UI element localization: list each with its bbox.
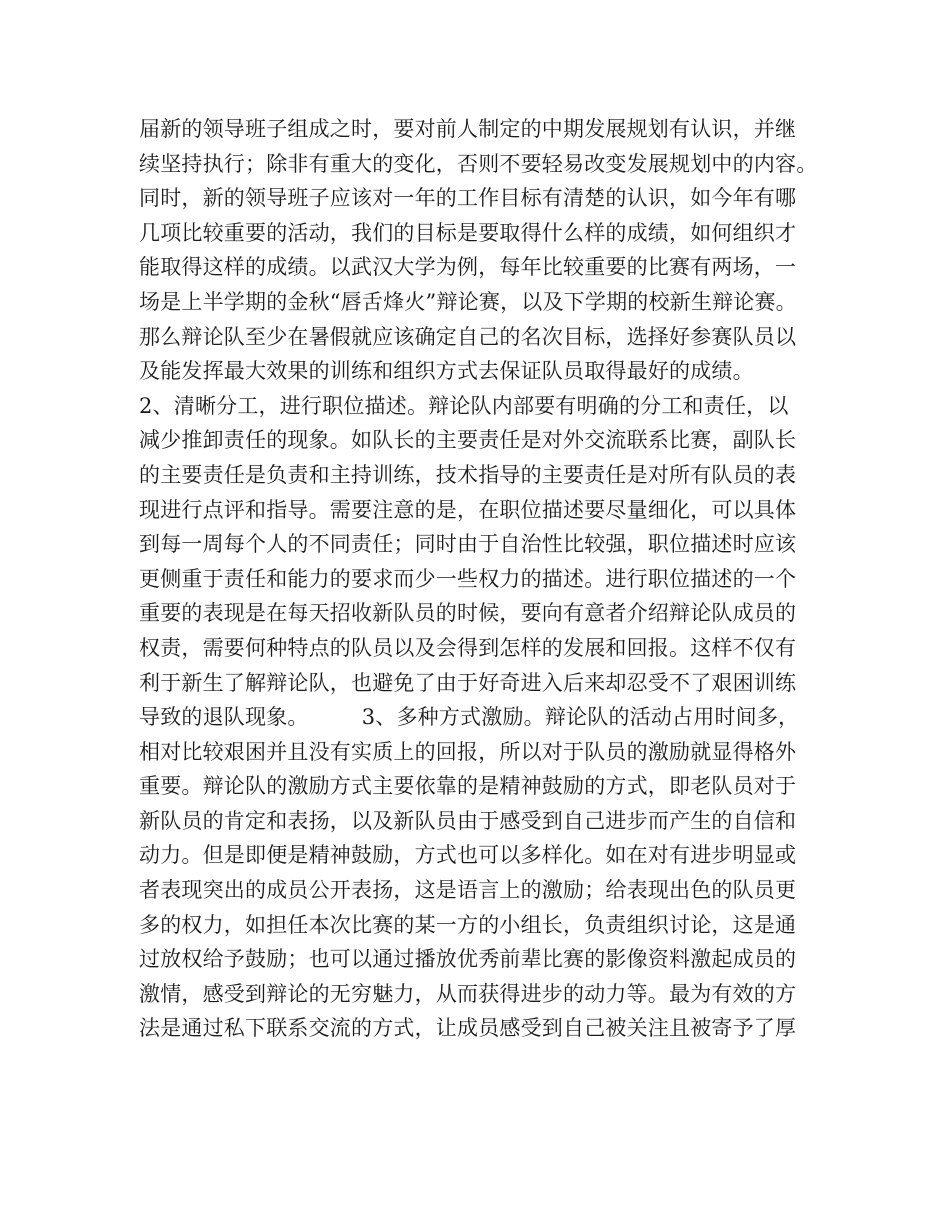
text-line: 动力。但是即便是精神鼓励，方式也可以多样化。如在对有进步明显或 bbox=[139, 843, 797, 868]
text-line: 重要的表现是在每天招收新队员的时候，要向有意者介绍辩论队成员的 bbox=[139, 601, 797, 626]
text-line: 导致的退队现象。 3、多种方式激励。辩论队的活动占用时间多， bbox=[139, 705, 800, 730]
text-line: 权责，需要何种特点的队员以及会得到怎样的发展和回报。这样不仅有 bbox=[139, 635, 797, 660]
text-line: 能取得这样的成绩。以武汉大学为例，每年比较重要的比赛有两场，一 bbox=[139, 255, 797, 280]
document-body bbox=[139, 112, 839, 1046]
text-line: 法是通过私下联系交流的方式，让成员感受到自己被关注且被寄予了厚 bbox=[139, 1016, 797, 1041]
text-line: 减少推卸责任的现象。如队长的主要责任是对外交流联系比赛，副队长 bbox=[139, 428, 797, 453]
text-line: 同时，新的领导班子应该对一年的工作目标有清楚的认识，如今年有哪 bbox=[139, 186, 797, 211]
text-line: 现进行点评和指导。需要注意的是，在职位描述要尽量细化，可以具体 bbox=[139, 497, 797, 522]
text-line: 及能发挥最大效果的训练和组织方式去保证队员取得最好的成绩。 bbox=[139, 359, 754, 384]
text-line: 激情，感受到辩论的无穷魅力，从而获得进步的动力等。最为有效的方 bbox=[139, 981, 797, 1006]
text-line: 场是上半学期的金秋“唇舌烽火”辩论赛，以及下学期的校新生辩论赛。 bbox=[139, 289, 797, 314]
text-line: 续坚持执行；除非有重大的变化，否则不要轻易改变发展规划中的内容。 bbox=[139, 151, 818, 176]
text-line: 几项比较重要的活动，我们的目标是要取得什么样的成绩，如何组织才 bbox=[139, 220, 797, 245]
text-line: 多的权力，如担任本次比赛的某一方的小组长，负责组织讨论，这是通 bbox=[139, 912, 797, 937]
text-line: 新队员的肯定和表扬，以及新队员由于感受到自己进步而产生的自信和 bbox=[139, 808, 797, 833]
text-line: 相对比较艰困并且没有实质上的回报，所以对于队员的激励就显得格外 bbox=[139, 739, 797, 764]
text-line: 更侧重于责任和能力的要求而少一些权力的描述。进行职位描述的一个 bbox=[139, 566, 797, 591]
text-line: 届新的领导班子组成之时，要对前人制定的中期发展规划有认识，并继 bbox=[139, 117, 797, 141]
text-line: 重要。辩论队的激励方式主要依靠的是精神鼓励的方式，即老队员对于 bbox=[139, 774, 797, 799]
text-line: 那么辩论队至少在暑假就应该确定自己的名次目标，选择好参赛队员以 bbox=[139, 324, 797, 349]
text-line: 的主要责任是负责和主持训练，技术指导的主要责任是对所有队员的表 bbox=[139, 462, 797, 487]
text-line: 到每一周每个人的不同责任；同时由于自治性比较强，职位描述时应该 bbox=[139, 532, 797, 557]
text-line: 过放权给予鼓励；也可以通过播放优秀前辈比赛的影像资料激起成员的 bbox=[139, 947, 797, 972]
text-line: 2、清晰分工，进行职位描述。辩论队内部要有明确的分工和责任，以 bbox=[139, 393, 789, 418]
text-line: 利于新生了解辩论队，也避免了由于好奇进入后来却忍受不了艰困训练 bbox=[139, 670, 797, 695]
text-line: 者表现突出的成员公开表扬，这是语言上的激励；给表现出色的队员更 bbox=[139, 878, 797, 903]
